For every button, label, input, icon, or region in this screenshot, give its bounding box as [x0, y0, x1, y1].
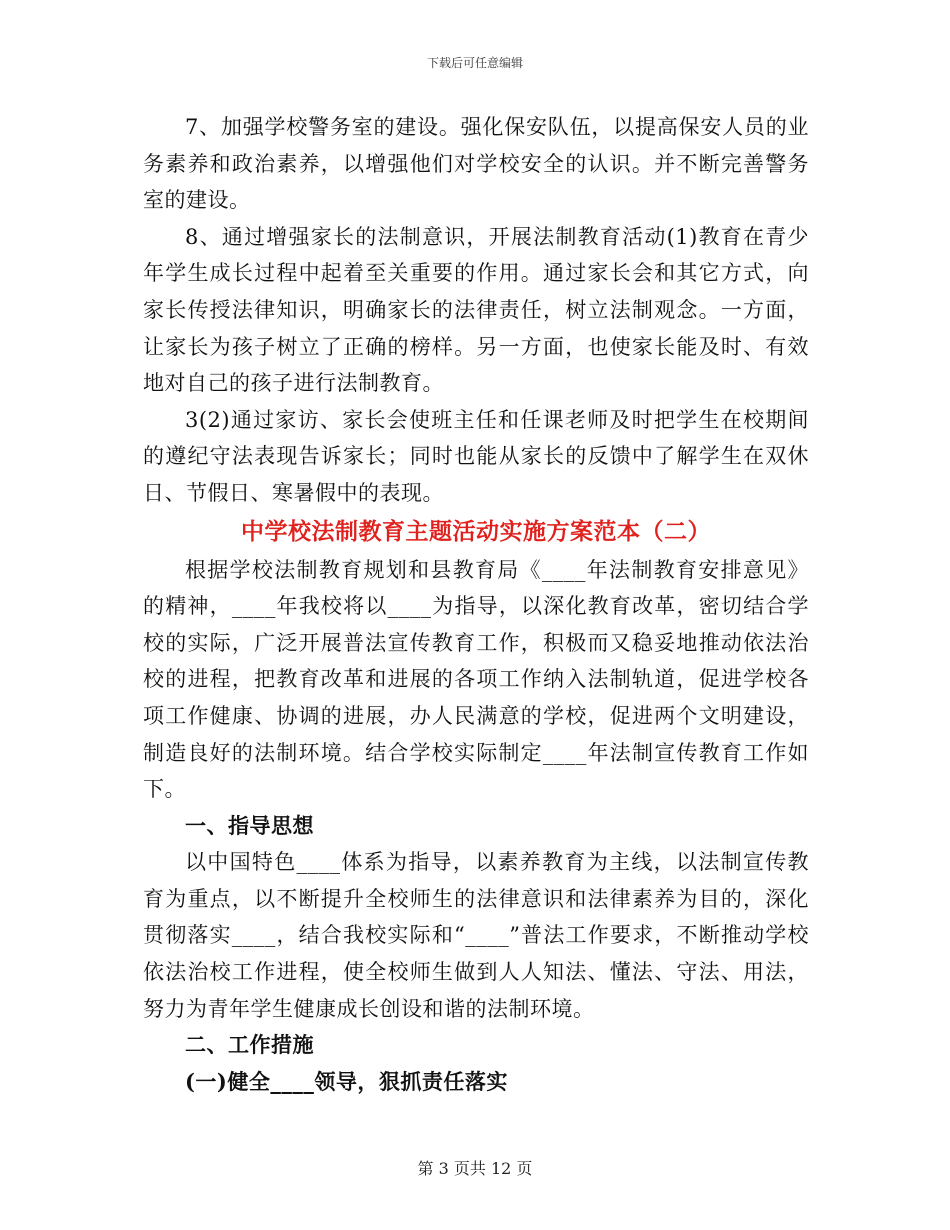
document-body	[143, 109, 809, 1100]
page-header-note: 下载后可任意编辑	[426, 56, 523, 70]
paragraph-item-8-sub-2: 3(2)通过家访、家长会使班主任和任课老师及时把学生在校期间的遵纪守法表现告诉家长；同时也能从家长的反馈中了解学生在双休日、节假日、寒暑假中的表现。	[143, 407, 809, 505]
section-body-guiding-ideology: 以中国特色____体系为指导，以素养教育为主线，以法制宣传教育为重点，以不断提升全校师生的法律意识和法律素养为目的，深化贯彻落实____，结合我校实际和“____”普法工作要求，不断推动学校依法治校工作进程，使全校师生做到人人知法、懂法、守法、用法，努力为青年学生健康成长创设和谐的法制环境。	[143, 850, 809, 1021]
paragraph-item-7: 7、加强学校警务室的建设。强化保安队伍，以提高保安人员的业务素养和政治素养，以增强他们对学校安全的认识。并不断完善警务室的建设。	[143, 115, 809, 213]
page-number: 第 3 页共 12 页	[417, 1159, 533, 1178]
section-heading-work-measures: 二、工作措施	[185, 1032, 314, 1058]
intro-paragraph: 根据学校法制教育规划和县教育局《____年法制教育安排意见》的精神，____年我校将以____为指导，以深化教育改革，密切结合学校的实际，广泛开展普法宣传教育工作，积极而又稳妥地推动依法治校的进程，把教育改革和进展的各项工作纳入法制轨道，促进学校各项工作健康、协调的进展，办人民满意的学校，促进两个文明建设，制造良好的法制环境。结合学校实际制定____年法制宣传教育工作如下。	[143, 557, 809, 802]
subsection-heading-leadership: (一)健全____领导，狠抓责任落实	[185, 1068, 508, 1094]
paragraph-item-8: 8、通过增强家长的法制意识，开展法制教育活动(1)教育在青少年学生成长过程中起着至关重要的作用。通过家长会和其它方式，向家长传授法律知识，明确家长的法律责任，树立法制观念。一方面，让家长为孩子树立了正确的榜样。另一方面，也使家长能及时、有效地对自己的孩子进行法制教育。	[143, 224, 809, 396]
document-title: 中学校法制教育主题活动实施方案范本（二）	[241, 517, 711, 545]
section-heading-guiding-ideology: 一、指导思想	[185, 812, 314, 838]
